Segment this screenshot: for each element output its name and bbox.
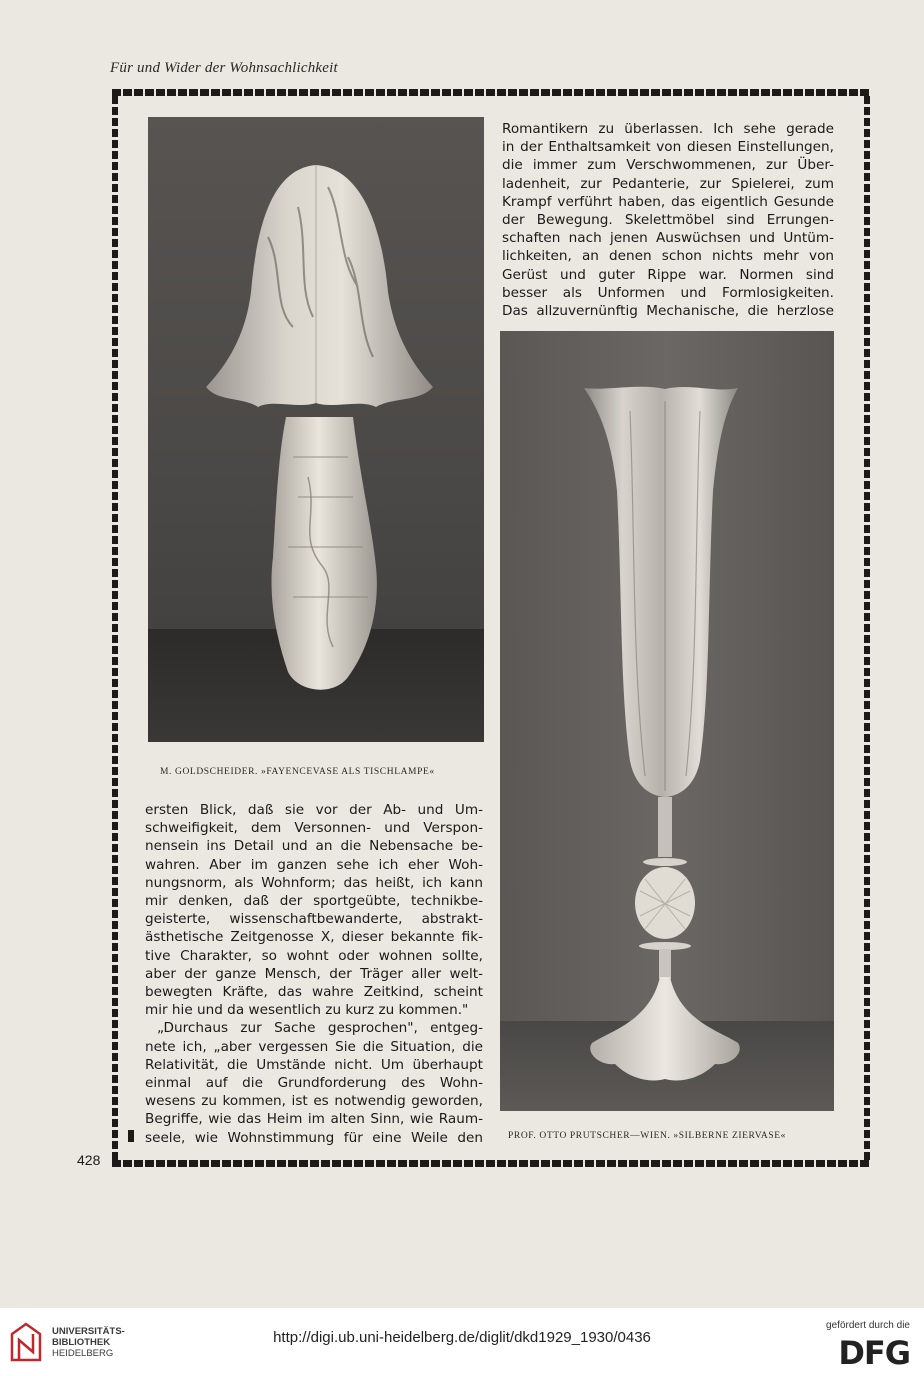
text-line: nungsnorm, als Wohnform; das heißt, ich kann <box>145 874 483 891</box>
funding-note: gefördert durch die <box>826 1320 910 1331</box>
body-text-left-column <box>145 801 483 1147</box>
caption-right-figure: PROF. OTTO PRUTSCHER—WIEN. »SILBERNE ZIERVASE« <box>508 1131 787 1141</box>
text-line: tive Charakter, so wohnt oder wohnen sollte, <box>145 947 483 964</box>
photo-silberne-ziervase <box>500 331 834 1111</box>
source-url-link[interactable]: http://digi.ub.uni-heidelberg.de/diglit/dkd1929_1930/0436 <box>273 1329 651 1346</box>
text-line: nete ich, „aber vergessen Sie die Situation, die <box>145 1038 483 1055</box>
text-line: mir denken, daß der sportgeübte, technikbe- <box>145 893 483 910</box>
text-line: ersten Blick, daß sie vor der Ab- und Um- <box>145 802 483 818</box>
text-line: „Durchaus zur Sache gesprochen", entgeg- <box>157 1020 483 1037</box>
library-name-line: UNIVERSITÄTS- <box>52 1326 125 1337</box>
page-number: 428 <box>77 1152 101 1168</box>
digitization-footer <box>0 1308 924 1376</box>
text-line: schaften nach jenen Auswüchsen und Untüm- <box>502 230 834 247</box>
margin-mark <box>128 1130 134 1142</box>
text-line: in der Enthaltsamkeit von diesen Einstellungen, <box>502 139 834 156</box>
text-line: Begriffe, wie das Heim im alten Sinn, wie Raum- <box>145 1111 483 1128</box>
text-line: die immer zum Verschwommenen, zur Über- <box>502 157 834 174</box>
text-line: seele, wie Wohnstimmung für eine Weile den <box>145 1129 483 1146</box>
text-line: Das allzuvernünftig Mechanische, die herzlose <box>502 303 834 320</box>
text-line: Romantikern zu überlassen. Ich sehe gerade <box>502 121 834 137</box>
decorative-border-top <box>112 89 870 96</box>
text-line: bewegten Kräfte, das wahre Zeitkind, scheint <box>145 984 483 1001</box>
text-line: Gerüst und guter Rippe war. Normen sind <box>502 266 834 283</box>
text-line: einmal auf die Grundforderung des Wohn- <box>145 1075 483 1092</box>
library-name-line: HEIDELBERG <box>52 1348 114 1359</box>
body-text-right-column <box>502 120 834 320</box>
vase-icon <box>500 331 834 1111</box>
photo-fayencevase-lamp <box>148 117 484 742</box>
text-line: geisterte, wissenschaftbewanderte, abstrakt- <box>145 911 483 928</box>
decorative-border-left <box>112 96 118 1160</box>
text-line: mir hie und da wesentlich zu kurz zu kommen." <box>145 1002 469 1019</box>
library-name-line: BIBLIOTHEK <box>52 1337 111 1348</box>
running-title: Für und Wider der Wohnsachlichkeit <box>110 60 338 76</box>
dfg-logo: DFG <box>838 1334 910 1372</box>
text-line: ästhetische Zeitgenosse X, dieser bekannte fik- <box>145 929 483 946</box>
text-line: wahren. Aber im ganzen sehe ich eher Woh- <box>145 856 483 873</box>
caption-left-figure: M. GOLDSCHEIDER. »FAYENCEVASE ALS TISCHLAMPE« <box>160 767 435 777</box>
text-line: der Bewegung. Skelettmöbel sind Errungen- <box>502 212 834 229</box>
text-line: Relativität, die Umstände nicht. Um überhaupt <box>145 1056 483 1073</box>
text-line: ladenheit, zur Pedanterie, zur Spielerei, zum <box>502 175 834 192</box>
text-line: lichkeiten, an denen schon nichts mehr von <box>502 248 834 265</box>
text-line: Krampf verführt haben, das eigentlich Gesunde <box>502 193 834 210</box>
text-line: nensein ins Detail und an die Nebensache be- <box>145 838 483 855</box>
decorative-border-right <box>864 96 870 1160</box>
text-line: schweifigkeit, dem Versonnen- und Verspon- <box>145 820 483 837</box>
lamp-icon <box>148 117 484 742</box>
text-line: wesens zu kommen, ist es notwendig geworden, <box>145 1093 483 1110</box>
text-line: besser als Unformen und Formlosigkeiten. <box>502 284 834 301</box>
decorative-border-bottom <box>112 1160 870 1167</box>
text-line: aber der ganze Mensch, der Träger aller welt- <box>145 965 483 982</box>
